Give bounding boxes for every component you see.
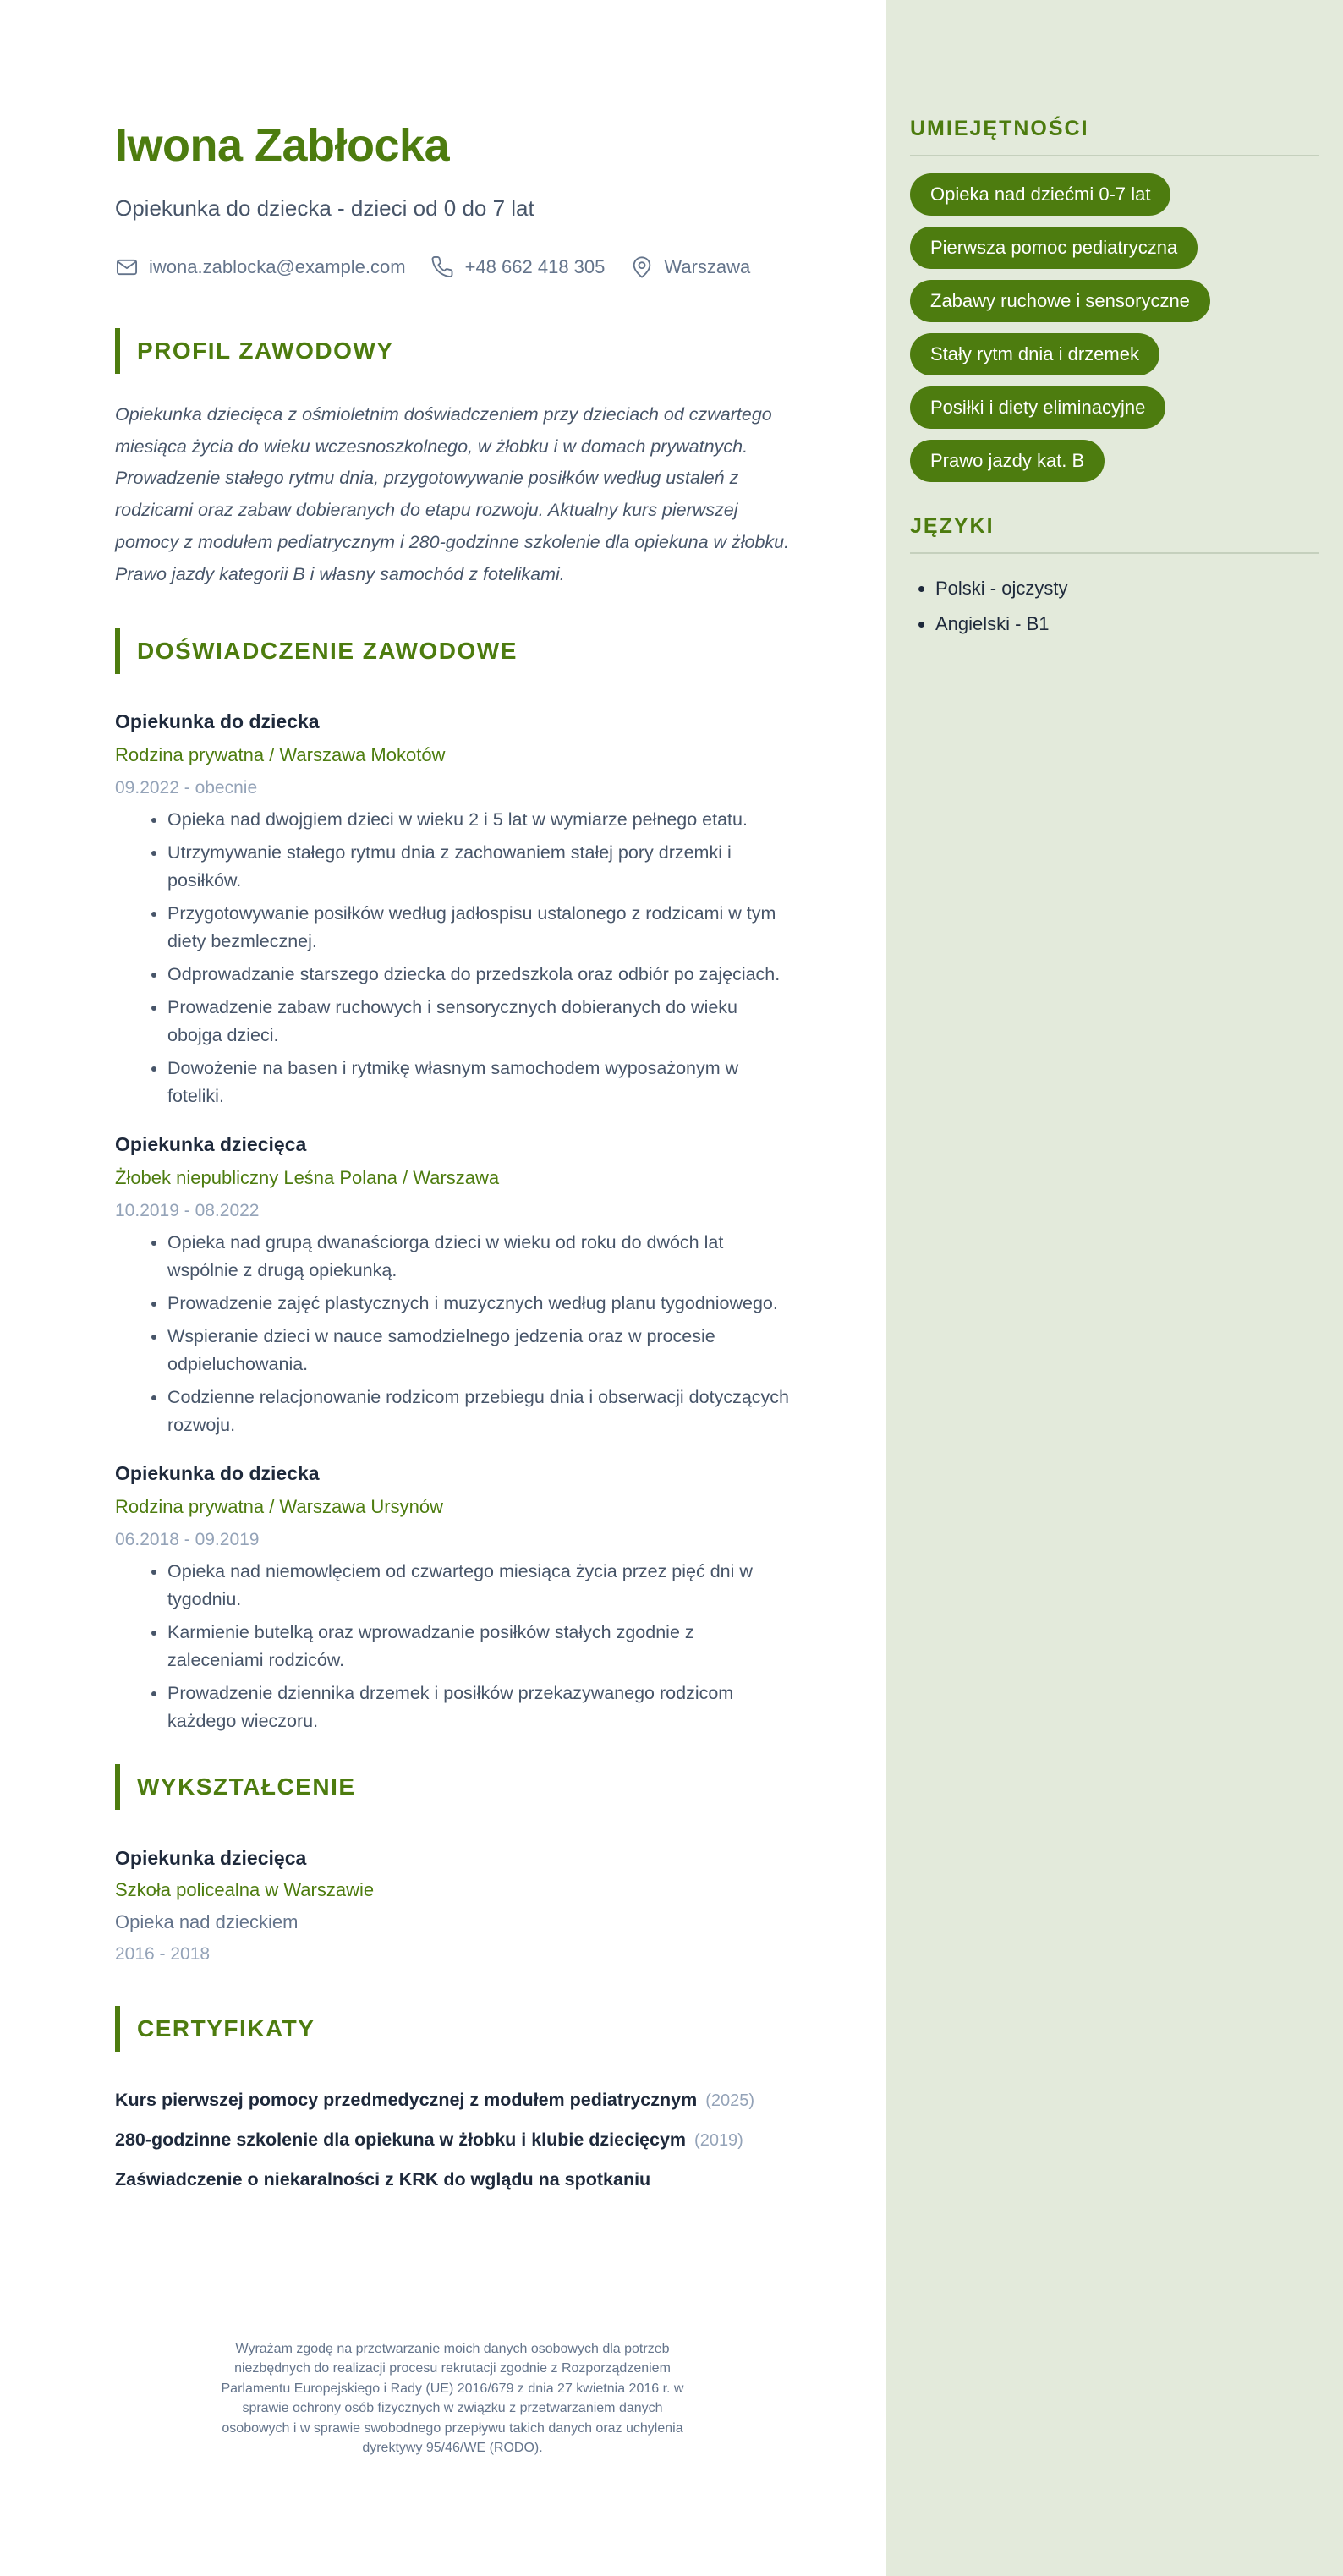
languages-section-title: JĘZYKI bbox=[910, 514, 1319, 554]
certificate-year: (2019) bbox=[694, 2130, 743, 2150]
job-entry bbox=[115, 1456, 792, 1735]
contact-location bbox=[630, 255, 750, 279]
job-dates: 06.2018 - 09.2019 bbox=[115, 1529, 260, 1549]
job-dates: 10.2019 - 08.2022 bbox=[115, 1200, 260, 1220]
certificate-name: 280-godzinne szkolenie dla opiekuna w żłobku i klubie dziecięcym bbox=[115, 2129, 687, 2150]
education-entry bbox=[115, 1842, 792, 1970]
language-item: • Angielski - B1 bbox=[935, 606, 1319, 642]
candidate-name: Iwona Zabłocka bbox=[115, 120, 450, 171]
profile-summary: Opiekunka dziecięca z ośmioletnim doświadczeniem przy dzieciach od czwartego miesiąca życia do wieku wczesnoszkolnego, w żłobku i w domach prywatnych. Prowadzenie stałego rytmu dnia, przygotowywanie posiłków według ustaleń z rodzicami oraz zabaw dobieranych do etapu rozwoju. Aktualny kurs pierwszej pomocy z modułem pediatrycznym i 280-godzinne szkolenie dla opiekuna w żłobku. Prawo jazdy kategorii B i własny samochód z fotelikami. bbox=[115, 403, 790, 584]
candidate-headline: Opiekunka do dziecka - dzieci od 0 do 7 lat bbox=[115, 195, 534, 221]
location-text: Warszawa bbox=[664, 255, 751, 277]
job-company: Rodzina prywatna / Warszawa Mokotów bbox=[115, 743, 446, 765]
education-dates: 2016 - 2018 bbox=[115, 1943, 211, 1964]
certificate-item bbox=[115, 2120, 792, 2160]
skill-tag: Stały rytm dnia i drzemek bbox=[910, 333, 1159, 375]
mail-icon bbox=[115, 255, 139, 279]
certificates-section-title: CERTYFIKATY bbox=[115, 2006, 792, 2052]
job-role: Opiekunka dziecięca bbox=[115, 1132, 307, 1155]
language-item: • Polski - ojczysty bbox=[935, 571, 1319, 606]
phone-text: +48 662 418 305 bbox=[464, 255, 606, 277]
gdpr-consent-clause: Wyrażam zgodę na przetwarzanie moich danych osobowych dla potrzeb niezbędnych do realizacji procesu rekrutacji zgodnie z Rozporządzeniem Parlamentu Europejskiego i Rady (UE) 2016/679 z dnia 27 kwietnia 2016 r. w sprawie ochrony osób fizycznych w związku z przetwarzaniem danych osobowych i w sprawie swobodnego przepływu takich danych oraz uchylenia dyrektywy 95/46/WE (RODO). bbox=[221, 2342, 684, 2456]
skill-tag: Opieka nad dziećmi 0-7 lat bbox=[910, 173, 1170, 216]
contact-row bbox=[115, 255, 792, 279]
certificate-item bbox=[115, 2160, 792, 2199]
job-bullets bbox=[115, 1229, 792, 1439]
education-field: Opieka nad dzieckiem bbox=[115, 1910, 299, 1932]
sidebar bbox=[886, 0, 1343, 2576]
phone-icon bbox=[431, 255, 455, 279]
certificate-item bbox=[115, 2080, 792, 2120]
job-bullet: • Dowożenie na basen i rytmikę własnym samochodem wyposażonym w foteliki. bbox=[167, 1055, 792, 1110]
job-bullets bbox=[115, 806, 792, 1110]
job-bullet: • Codzienne relacjonowanie rodzicom przebiegu dnia i obserwacji dotyczących rozwoju. bbox=[167, 1384, 792, 1439]
job-bullet: • Utrzymywanie stałego rytmu dnia z zachowaniem stałej pory drzemki i posiłków. bbox=[167, 839, 792, 895]
certificate-name: Kurs pierwszej pomocy przedmedycznej z modułem pediatrycznym bbox=[115, 2089, 698, 2110]
job-bullet: • Opieka nad niemowlęciem od czwartego miesiąca życia przez pięć dni w tygodniu. bbox=[167, 1558, 792, 1614]
map-pin-icon bbox=[630, 255, 654, 279]
job-entry bbox=[115, 704, 792, 1110]
certificate-year: (2025) bbox=[705, 2091, 754, 2110]
experience-section-title: DOŚWIADCZENIE ZAWODOWE bbox=[115, 628, 792, 674]
job-role: Opiekunka do dziecka bbox=[115, 710, 320, 732]
education-school: Szkoła policealna w Warszawie bbox=[115, 1878, 375, 1900]
job-bullet: • Prowadzenie zajęć plastycznych i muzycznych według planu tygodniowego. bbox=[167, 1290, 792, 1318]
skills-section-title: UMIEJĘTNOŚCI bbox=[910, 117, 1319, 156]
skill-tag: Pierwsza pomoc pediatryczna bbox=[910, 227, 1198, 269]
certificate-name: Zaświadczenie o niekaralności z KRK do wglądu na spotkaniu bbox=[115, 2168, 651, 2190]
job-bullet: • Karmienie butelką oraz wprowadzanie posiłków stałych zgodnie z zaleceniami rodziców. bbox=[167, 1619, 792, 1674]
languages-list bbox=[910, 571, 1319, 642]
job-bullet: • Opieka nad dwojgiem dzieci w wieku 2 i 5 lat w wymiarze pełnego etatu. bbox=[167, 806, 792, 834]
job-entry bbox=[115, 1127, 792, 1439]
job-dates: 09.2022 - obecnie bbox=[115, 777, 258, 797]
job-bullet: • Wspieranie dzieci w nauce samodzielnego jedzenia oraz w procesie odpieluchowania. bbox=[167, 1323, 792, 1378]
job-role: Opiekunka do dziecka bbox=[115, 1461, 320, 1484]
job-bullet: • Prowadzenie dziennika drzemek i posiłków przekazywanego rodzicom każdego wieczoru. bbox=[167, 1680, 792, 1735]
skill-tag: Zabawy ruchowe i sensoryczne bbox=[910, 280, 1210, 322]
contact-email[interactable] bbox=[115, 255, 406, 279]
skills-list bbox=[910, 173, 1319, 482]
education-section-title: WYKSZTAŁCENIE bbox=[115, 1764, 792, 1810]
contact-phone[interactable] bbox=[431, 255, 606, 279]
job-bullet: • Prowadzenie zabaw ruchowych i sensorycznych dobieranych do wieku obojga dzieci. bbox=[167, 994, 792, 1050]
skill-tag: Prawo jazdy kat. B bbox=[910, 440, 1105, 482]
skill-tag: Posiłki i diety eliminacyjne bbox=[910, 386, 1165, 429]
profile-section-title: PROFIL ZAWODOWY bbox=[115, 328, 792, 374]
certificates-list bbox=[115, 2080, 792, 2199]
job-bullet: • Opieka nad grupą dwanaściorga dzieci w wieku od roku do dwóch lat wspólnie z drugą opiekunką. bbox=[167, 1229, 792, 1285]
job-company: Żłobek niepubliczny Leśna Polana / Warszawa bbox=[115, 1166, 500, 1188]
job-company: Rodzina prywatna / Warszawa Ursynów bbox=[115, 1495, 443, 1517]
job-bullet: • Przygotowywanie posiłków według jadłospisu ustalonego z rodzicami w tym diety bezmlecznej. bbox=[167, 900, 792, 956]
education-degree: Opiekunka dziecięca bbox=[115, 1846, 307, 1869]
job-bullets bbox=[115, 1558, 792, 1735]
job-bullet: • Odprowadzanie starszego dziecka do przedszkola oraz odbiór po zajęciach. bbox=[167, 961, 792, 989]
email-text: iwona.zablocka@example.com bbox=[149, 255, 406, 277]
